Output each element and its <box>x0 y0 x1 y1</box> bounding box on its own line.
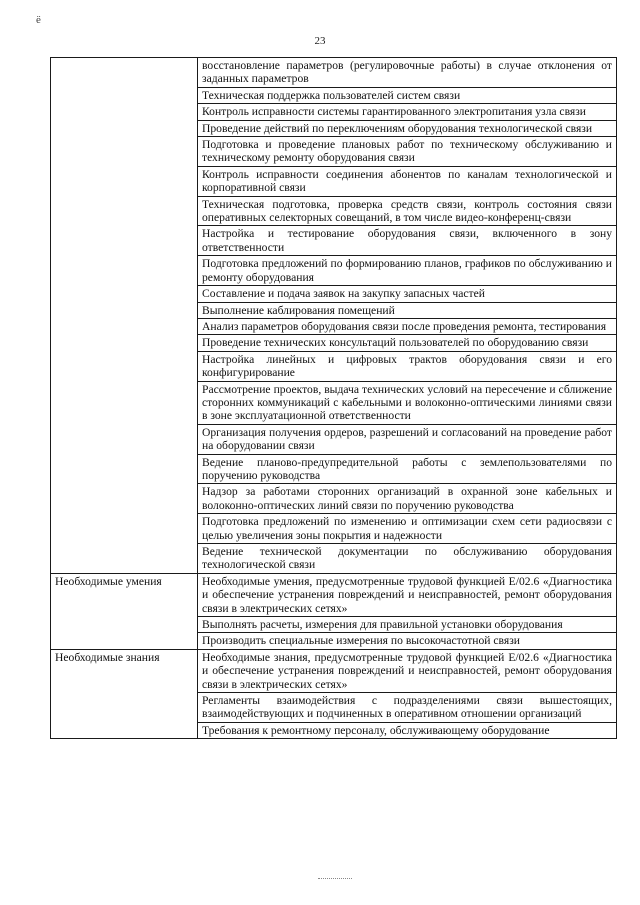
row-item-text: Настройка линейных и цифровых трактов оборудования связи и его конфигурирование <box>198 351 617 381</box>
row-group-label <box>51 58 198 574</box>
table-row <box>51 58 617 88</box>
row-item-text: Проведение действий по переключениям оборудования технологической связи <box>198 120 617 136</box>
row-item-text: восстановление параметров (регулировочные работы) в случае отклонения от заданных параметров <box>198 58 617 88</box>
row-item-text: Необходимые умения, предусмотренные трудовой функцией E/02.6 «Диагностика и обеспечение устранения повреждений и неисправностей, ремонт оборудования связи в электрических сетях» <box>198 573 617 616</box>
row-item-text: Контроль исправности системы гарантированного электропитания узла связи <box>198 104 617 120</box>
row-item-text: Проведение технических консультаций пользователей по оборудованию связи <box>198 335 617 351</box>
row-item-text: Регламенты взаимодействия с подразделениями связи вышестоящих, взаимодействующих и подчиненных в оперативном отношении организаций <box>198 693 617 723</box>
row-item-text: Организация получения ордеров, разрешений и согласований на проведение работ на оборудовании связи <box>198 424 617 454</box>
row-item-text: Подготовка предложений по формированию планов, графиков по обслуживанию и ремонту оборудования <box>198 256 617 286</box>
row-item-text: Составление и подача заявок на закупку запасных частей <box>198 286 617 302</box>
row-item-text: Подготовка предложений по изменению и оптимизации схем сети радиосвязи с целью увеличения зоны покрытия и надежности <box>198 514 617 544</box>
row-group-label: Необходимые умения <box>51 573 198 649</box>
row-item-text: Производить специальные измерения по высокочастотной связи <box>198 633 617 649</box>
row-item-text: Рассмотрение проектов, выдача технических условий на пересечение и сближение сторонних коммуникаций с кабельными и волоконно-оптическими линиями связи в зоне эксплуатационной ответственности <box>198 381 617 424</box>
row-item-text: Подготовка и проведение плановых работ по техническому обслуживанию и техническому ремонту оборудования связи <box>198 137 617 167</box>
row-item-text: Выполнение каблирования помещений <box>198 302 617 318</box>
row-item-text: Надзор за работами сторонних организаций в охранной зоне кабельных и волоконно-оптических линий связи по поручению руководства <box>198 484 617 514</box>
row-item-text: Выполнять расчеты, измерения для правильной установки оборудования <box>198 617 617 633</box>
row-item-text: Необходимые знания, предусмотренные трудовой функцией E/02.6 «Диагностика и обеспечение устранения повреждений и неисправностей, ремонт оборудования связи в электрических сетях» <box>198 649 617 692</box>
page-number: 23 <box>314 35 326 47</box>
row-item-text: Техническая подготовка, проверка средств связи, контроль состояния связи оперативных селекторных совещаний, в том числе видео-конференц-связи <box>198 196 617 226</box>
bottom-mark <box>318 878 352 879</box>
table-row <box>51 649 617 692</box>
row-item-text: Техническая поддержка пользователей систем связи <box>198 87 617 103</box>
row-item-text: Требования к ремонтному персоналу, обслуживающему оборудование <box>198 722 617 738</box>
corner-mark: ё <box>36 14 41 26</box>
row-item-text: Анализ параметров оборудования связи после проведения ремонта, тестирования <box>198 318 617 334</box>
requirements-table <box>50 57 617 739</box>
table-row <box>51 573 617 616</box>
row-item-text: Контроль исправности соединения абонентов по каналам технологической и корпоративной связи <box>198 166 617 196</box>
row-group-label: Необходимые знания <box>51 649 198 738</box>
row-item-text: Ведение планово-предупредительной работы с землепользователями по поручению руководства <box>198 454 617 484</box>
row-item-text: Настройка и тестирование оборудования связи, включенного в зону ответственности <box>198 226 617 256</box>
row-item-text: Ведение технической документации по обслуживанию оборудования технологической связи <box>198 544 617 574</box>
